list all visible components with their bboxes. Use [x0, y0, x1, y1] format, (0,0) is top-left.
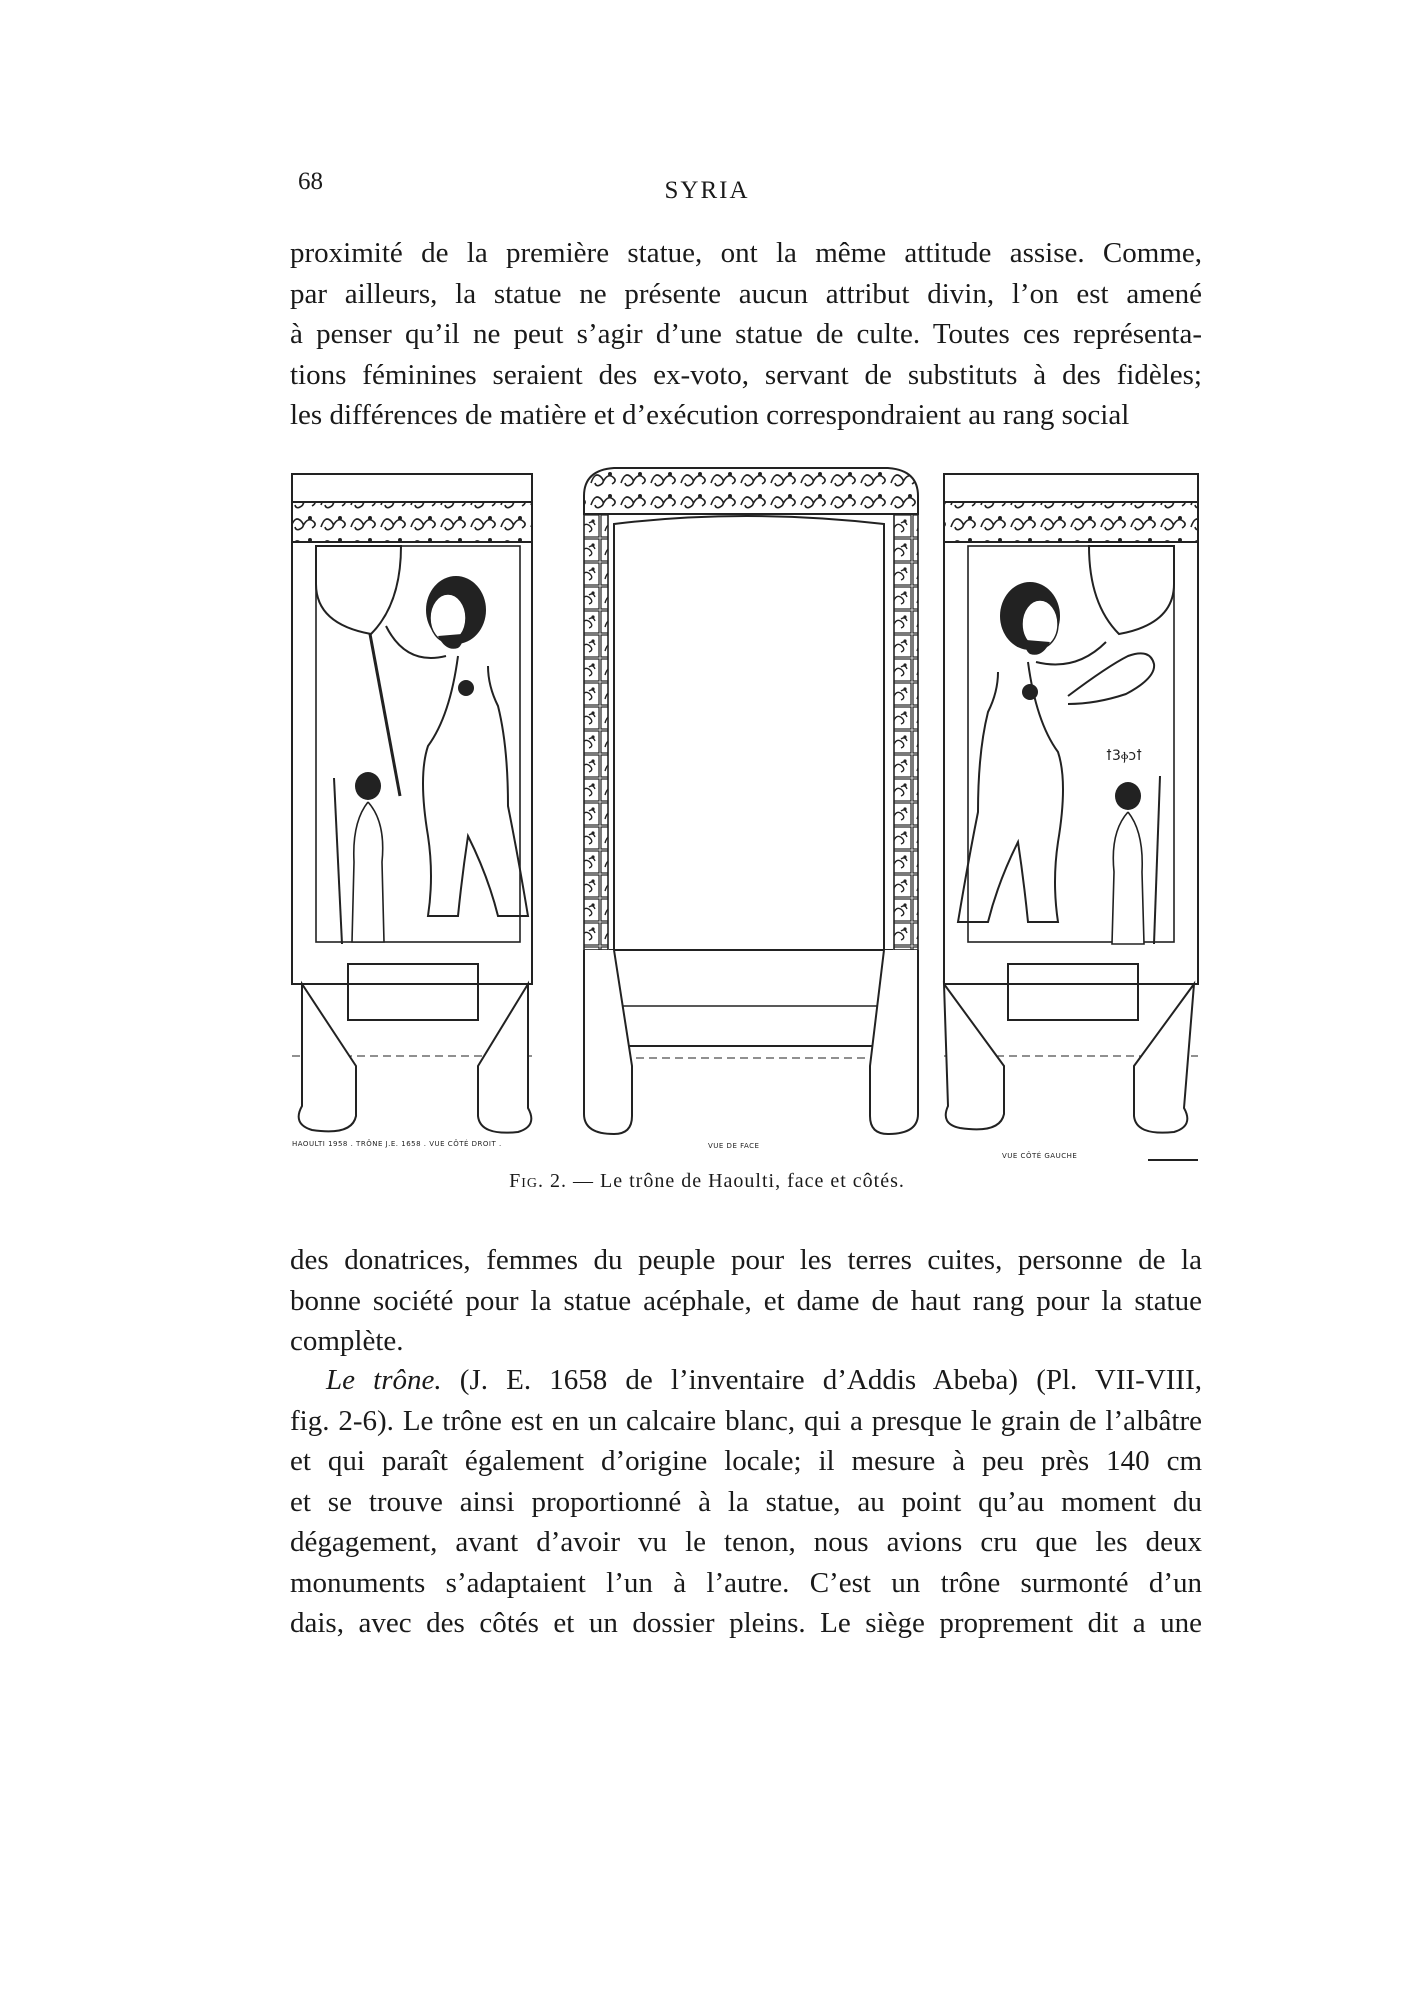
text-line: complète.: [290, 1325, 404, 1357]
figure-label-right: VUE CÔTÉ GAUCHE: [1002, 1152, 1078, 1160]
left-side-view: [292, 474, 532, 1148]
text-line: tions féminines seraient des ex-voto, servant de substituts à des fidèles;: [290, 358, 1202, 391]
center-front-view: [584, 468, 918, 1150]
throne-drawing: [288, 466, 1202, 1166]
text-line: des donatrices, femmes du peuple pour les terres cuites, personne de la: [290, 1244, 1202, 1276]
figure-label-left: HAOULTI 1958 . TRÔNE J.E. 1658 . VUE CÔTÉ DROIT .: [292, 1140, 502, 1148]
text-line: les différences de matière et d’exécution correspondraient au rang social: [290, 399, 1130, 431]
text-line: proximité de la première statue, ont la même attitude assise. Comme,: [290, 237, 1202, 269]
throne-figure: [288, 466, 1202, 1166]
figure-caption: [0, 1170, 1414, 1193]
text-line: bonne société pour la statue acéphale, et dame de haut rang pour la statue: [290, 1284, 1202, 1317]
text-line: dégagement, avant d’avoir vu le tenon, nous avions cru que les deux: [290, 1526, 1202, 1558]
text-line: et qui paraît également d’origine locale; il mesure à peu près 140 cm: [290, 1445, 1202, 1477]
text-line: et se trouve ainsi proportionné à la statue, au point qu’au moment du: [290, 1485, 1202, 1518]
text-line: dais, avec des côtés et un dossier pleins. Le siège proprement dit a une: [290, 1607, 1202, 1639]
text-line: par ailleurs, la statue ne présente aucun attribut divin, l’on est amené: [290, 277, 1202, 310]
text-line: [290, 1360, 1202, 1401]
paragraph-trone: [290, 1360, 1202, 1644]
page-number: 68: [298, 168, 323, 195]
running-title: SYRIA: [664, 177, 750, 204]
caption-prefix: Fig. 2.: [509, 1170, 568, 1192]
figure-label-center: VUE DE FACE: [708, 1142, 760, 1150]
text-fragment: (J. E. 1658 de l’inventaire d’Addis Abeba) (Pl. VII-VIII,: [459, 1364, 1203, 1396]
paragraph-top: [290, 233, 1202, 436]
section-title: Le trône.: [326, 1364, 442, 1396]
text-line: fig. 2-6). Le trône est en un calcaire blanc, qui a presque le grain de l’albâtre: [290, 1404, 1202, 1437]
text-line: monuments s’adaptaient l’un à l’autre. C’est un trône surmonté d’un: [290, 1566, 1202, 1599]
caption-text: — Le trône de Haoulti, face et côtés.: [573, 1170, 905, 1192]
right-side-view: [944, 474, 1198, 1160]
inscription: ꝉ3ⲫↄꝉ: [1106, 748, 1143, 764]
text-line: à penser qu’il ne peut s’agir d’une statue de culte. Toutes ces représenta-: [290, 318, 1202, 350]
paragraph-mid: [290, 1240, 1202, 1362]
